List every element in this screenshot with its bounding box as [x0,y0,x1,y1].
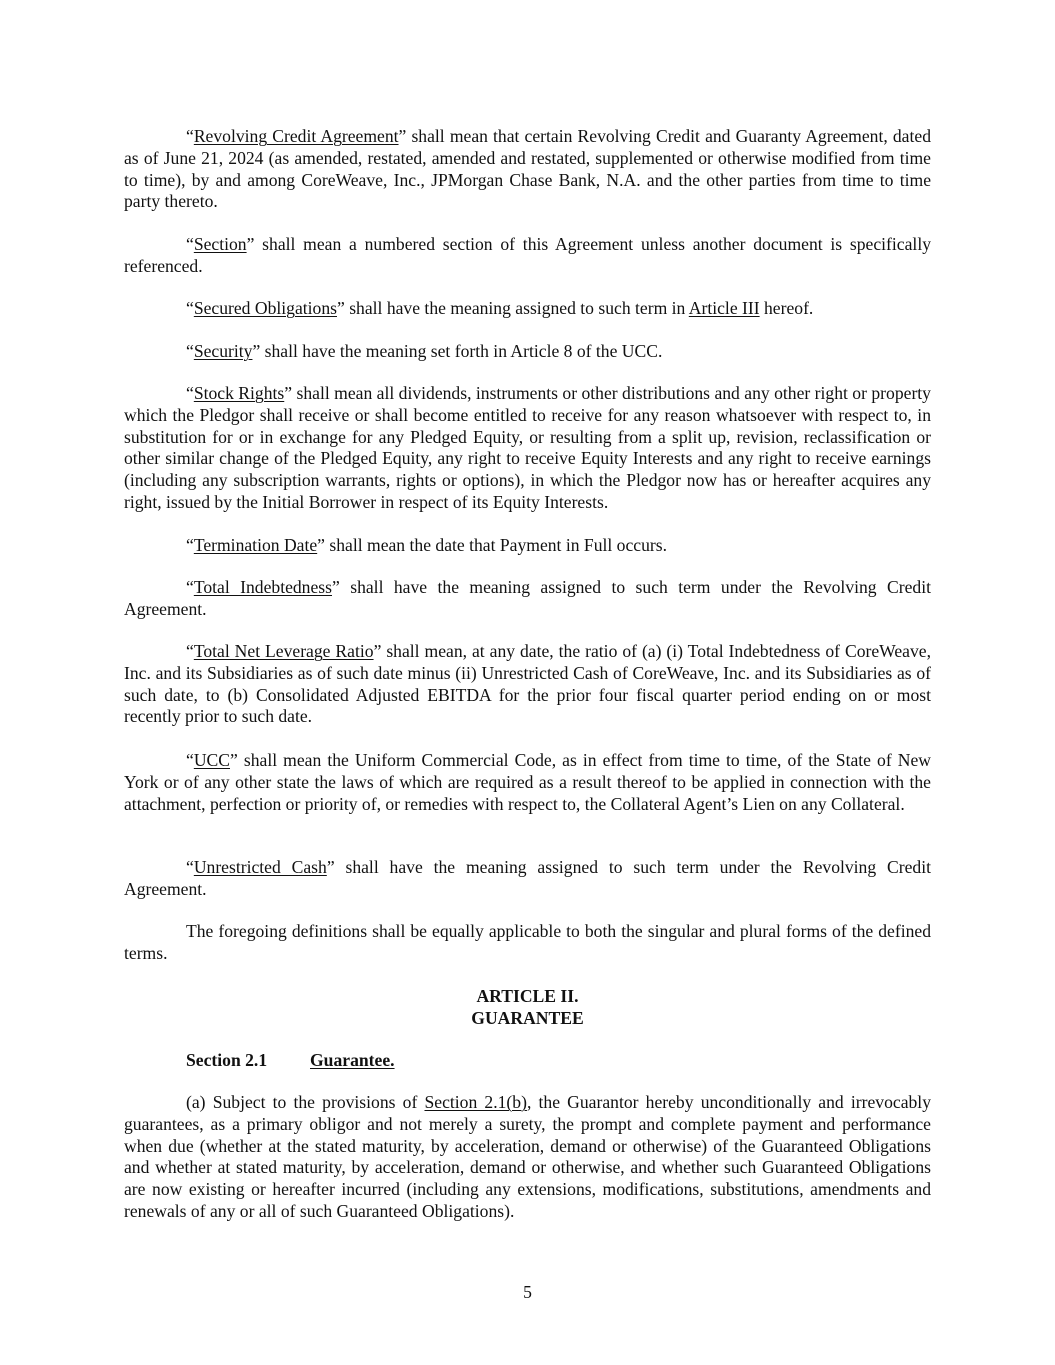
definition-total-indebtedness: “Total Indebtedness” shall have the meaning assigned to such term under the Revolving Credit Agreement. [124,577,931,619]
definition-revolving-credit-agreement: “Revolving Credit Agreement” shall mean that certain Revolving Credit and Guaranty Agreement, dated as of June 21, 2024 (as amended, restated, amended and restated, supplemented or otherwise modified from time to time), by and among CoreWeave, Inc., JPMorgan Chase Bank, N.A. and the other parties from time to time party thereto. [124,126,931,212]
defined-term: Stock Rights [193,383,285,403]
article-number: ARTICLE II. [476,986,579,1006]
section-paragraph: (a) Subject to the provisions of Section 2.1(b), the Guarantor hereby unconditionally and irrevocably guarantees, as a primary obligor and not merely a surety, the prompt and complete payment and performance when due (whether at the stated maturity, by acceleration, demand or otherwise) of the Guaranteed Obligations and whether at stated maturity, by acceleration, demand or otherwise, and whether such Guaranteed Obligations are now existing or hereafter incurred (including any extensions, modifications, substitutions, amendments and renewals of any or all of such Guaranteed Obligations). [124,1092,931,1221]
section-number: Section 2.1 [186,1050,268,1070]
defined-term: UCC [193,750,230,770]
cross-reference: Article III [688,298,760,318]
definition-ucc: “UCC” shall mean the Uniform Commercial Code, as in effect from time to time, of the State of New York or of any other state the laws of which are required as a result thereof to be applied in connection with the attachment, perfection or priority of, or remedies with respect to, the Collateral Agent’s Lien on any Collateral. [124,750,931,814]
cross-reference: Section 2.1(b) [424,1092,527,1112]
definition-secured-obligations: “Secured Obligations” shall have the meaning assigned to such term in Article III hereof. [186,298,814,318]
defined-term: Section [193,234,247,254]
definition-unrestricted-cash: “Unrestricted Cash” shall have the meaning assigned to such term under the Revolving Credit Agreement. [124,857,931,899]
page-number: 5 [523,1282,532,1302]
defined-term: Total Indebtedness [193,577,332,597]
definition-termination-date: “Termination Date” shall mean the date that Payment in Full occurs. [186,535,668,555]
defined-term: Unrestricted Cash [193,857,327,877]
defined-term: Termination Date [193,535,318,555]
section-title: Guarantee. [310,1050,395,1070]
article-title: GUARANTEE [471,1008,584,1028]
definition-section: “Section” shall mean a numbered section of this Agreement unless another document is specifically referenced. [124,234,931,276]
defined-term: Total Net Leverage Ratio [193,641,374,661]
defined-term: Security [193,341,253,361]
defined-term: Revolving Credit Agreement [193,126,399,146]
definition-security: “Security” shall have the meaning set forth in Article 8 of the UCC. [186,341,663,361]
section-heading [186,1050,395,1072]
closing-paragraph: The foregoing definitions shall be equally applicable to both the singular and plural forms of the defined terms. [124,921,931,963]
definition-stock-rights: “Stock Rights” shall mean all dividends, instruments or other distributions and any other right or property which the Pledgor shall receive or shall become entitled to receive for any reason whatsoever with respect to, in substitution for or in exchange for any Pledged Equity, or resulting from a split up, revision, reclassification or other similar change of the Pledged Equity, any right to receive Equity Interests and any right to receive earnings (including any subscription warrants, rights or options), in which the Pledgor now has or hereafter acquires any right, issued by the Initial Borrower in respect of its Equity Interests. [124,383,931,512]
defined-term: Secured Obligations [193,298,337,318]
definition-total-net-leverage-ratio: “Total Net Leverage Ratio” shall mean, at any date, the ratio of (a) (i) Total Indebtedness of CoreWeave, Inc. and its Subsidiaries as of such date minus (ii) Unrestricted Cash of CoreWeave, Inc. and its Subsidiaries as of such date, to (b) Consolidated Adjusted EBITDA for the prior four fiscal quarter period ending on or most recently prior to such date. [124,641,931,727]
